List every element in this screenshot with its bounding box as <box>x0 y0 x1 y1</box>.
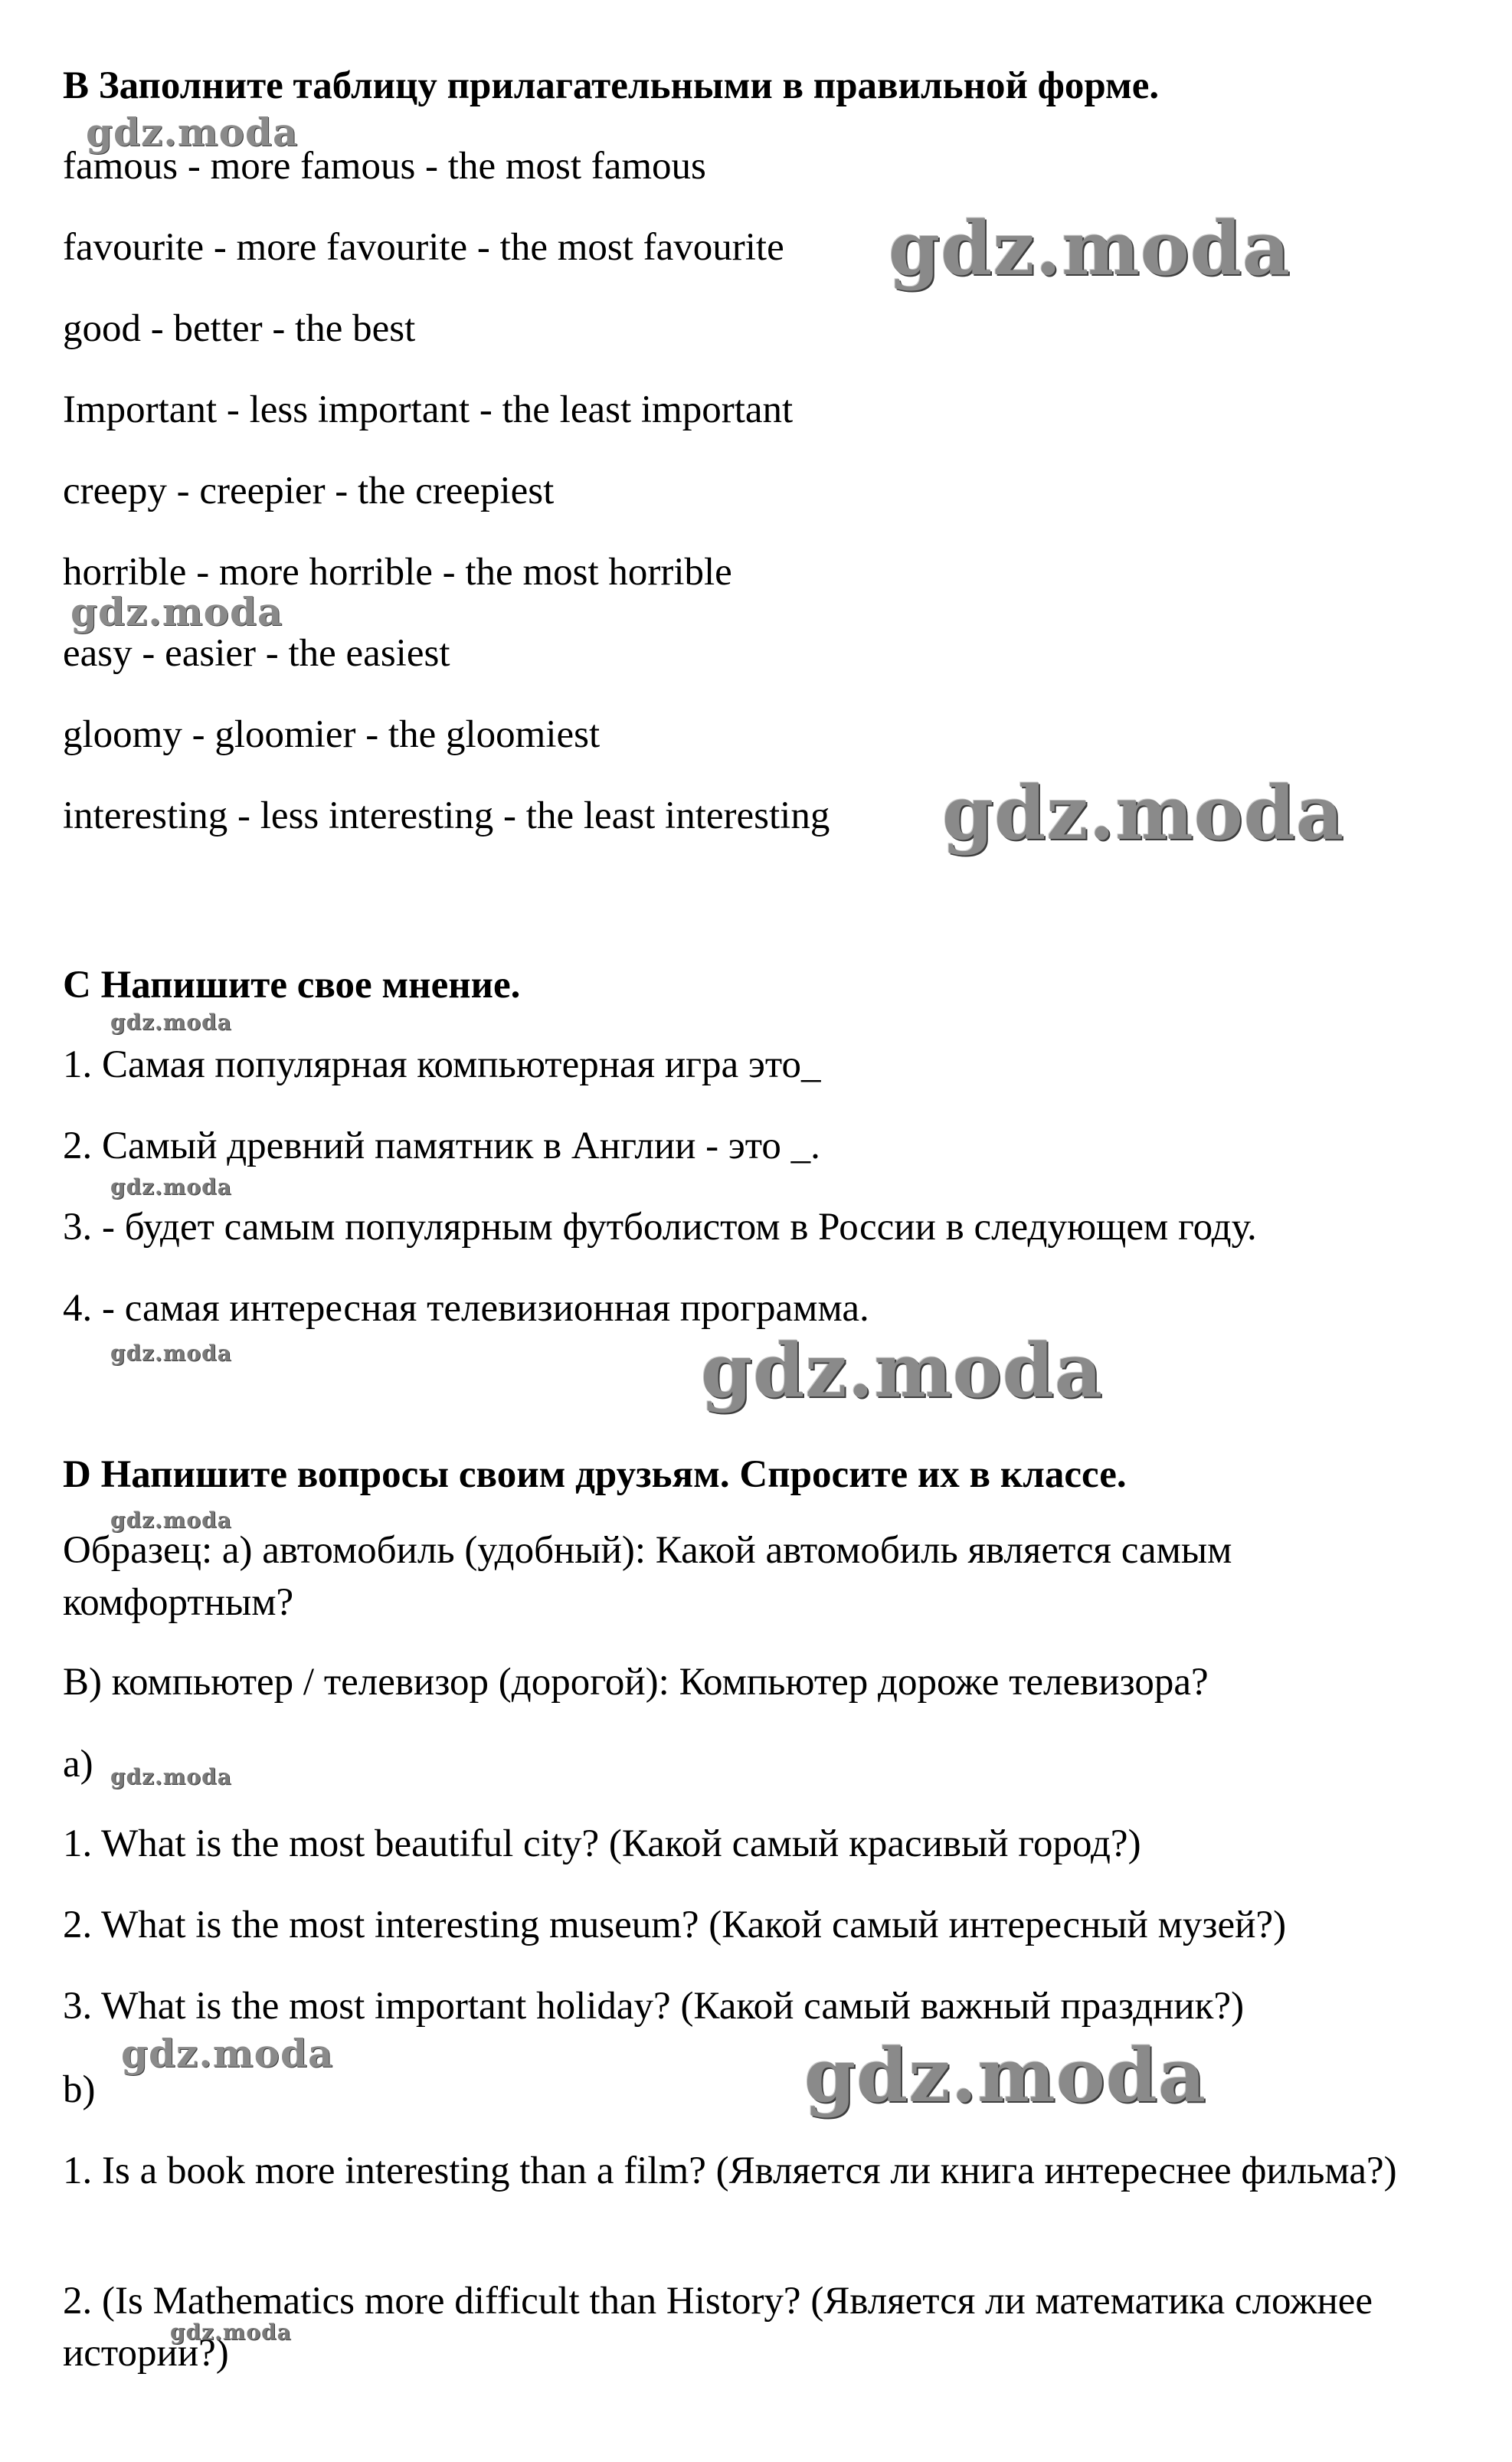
watermark-logo: gdz.moda <box>110 1341 232 1366</box>
section-d-heading: D Напишите вопросы своим друзьям. Спросите их в классе. <box>63 1453 1127 1496</box>
adjective-row: interesting - less interesting - the least interesting <box>63 794 830 837</box>
section-b-heading: B Заполните таблицу прилагательными в правильной форме. <box>63 64 1160 107</box>
question-item: 3. What is the most important holiday? (Какой самый важный праздник?) <box>63 1985 1245 2028</box>
watermark-logo: gdz.moda <box>110 1010 232 1035</box>
part-a-label: a) <box>63 1743 93 1786</box>
example-b: B) компьютер / телевизор (дорогой): Компьютер дороже телевизора? <box>63 1661 1209 1704</box>
question-item: 1. Is a book more interesting than a film? (Является ли книга интереснее фильма?) <box>63 2149 1397 2192</box>
section-c-heading: C Напишите свое мнение. <box>63 964 521 1007</box>
watermark-logo: gdz.moda <box>701 1328 1104 1414</box>
adjective-row: gloomy - gloomier - the gloomiest <box>63 713 601 756</box>
adjective-row: Important - less important - the least important <box>63 388 794 431</box>
adjective-row: easy - easier - the easiest <box>63 632 450 675</box>
watermark-logo: gdz.moda <box>70 589 283 634</box>
question-item: 2. (Is Mathematics more difficult than History? (Является ли математика сложнее истории?) <box>63 2280 1373 2375</box>
opinion-item: 2. Самый древний памятник в Англии - это _. <box>63 1125 820 1167</box>
adjective-row: horrible - more horrible - the most horrible <box>63 551 732 594</box>
watermark-logo: gdz.moda <box>86 110 299 155</box>
adjective-row: famous - more famous - the most famous <box>63 145 706 188</box>
question-item: 2. What is the most interesting museum? (Какой самый интересный музей?) <box>63 1904 1287 1946</box>
watermark-logo: gdz.moda <box>110 1764 232 1789</box>
watermark-logo: gdz.moda <box>110 1508 232 1533</box>
watermark-logo: gdz.moda <box>804 2032 1207 2119</box>
adjective-row: good - better - the best <box>63 307 416 350</box>
opinion-item: 1. Самая популярная компьютерная игра это_ <box>63 1043 821 1086</box>
watermark-logo: gdz.moda <box>889 205 1291 292</box>
adjective-row: favourite - more favourite - the most favourite <box>63 226 784 269</box>
part-b-label: b) <box>63 2068 96 2111</box>
opinion-item: 4. - самая интересная телевизионная программа. <box>63 1287 869 1330</box>
watermark-logo: gdz.moda <box>110 1174 232 1200</box>
question-item: 1. What is the most beautiful city? (Какой самый красивый город?) <box>63 1822 1141 1865</box>
adjective-row: creepy - creepier - the creepiest <box>63 470 555 512</box>
opinion-item: 3. - будет самым популярным футболистом в России в следующем году. <box>63 1206 1257 1249</box>
watermark-logo: gdz.moda <box>942 770 1345 856</box>
watermark-logo: gdz.moda <box>170 2320 292 2345</box>
example-a: Образец: а) автомобиль (удобный): Какой автомобиль является самым комфортным? <box>63 1529 1232 1624</box>
watermark-logo: gdz.moda <box>121 2031 334 2076</box>
